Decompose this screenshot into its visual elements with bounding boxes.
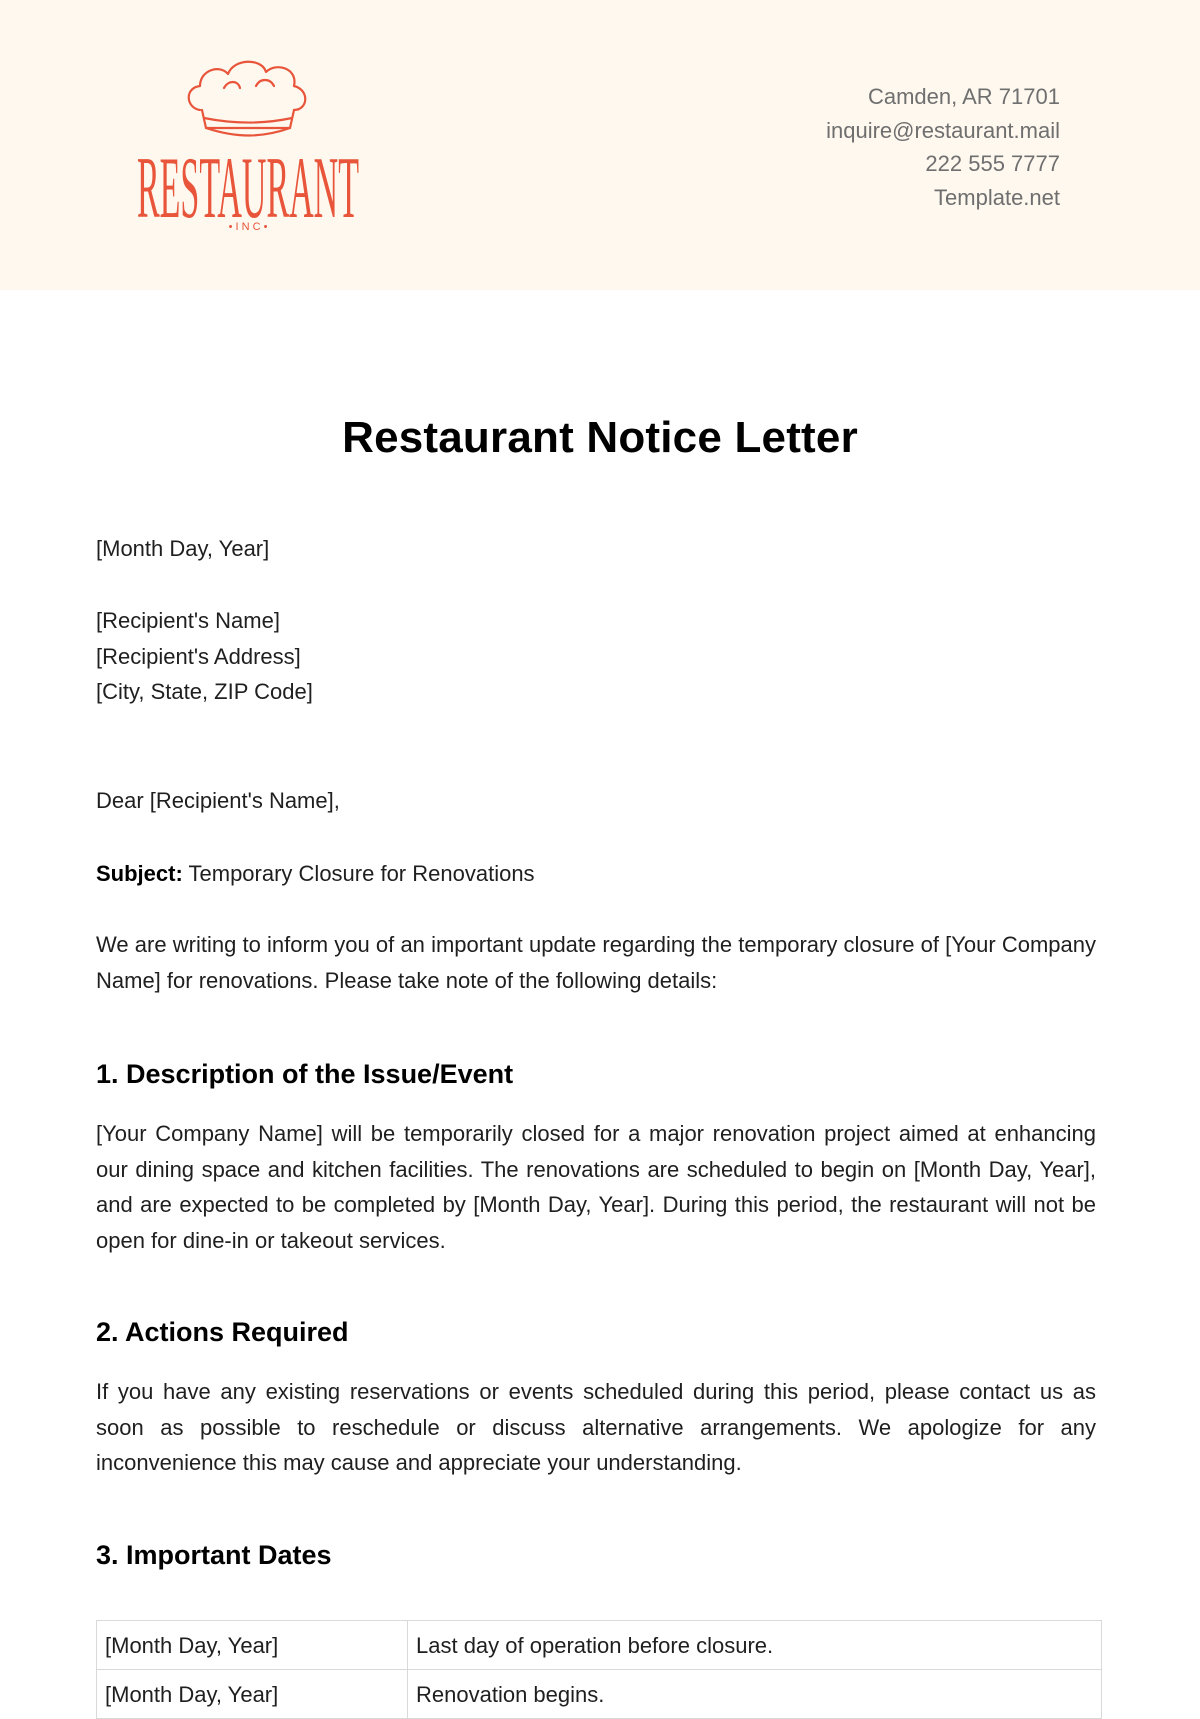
important-dates-table: [96, 1620, 1102, 1719]
salutation: Dear [Recipient's Name],: [96, 788, 340, 813]
intro-paragraph: We are writing to inform you of an important update regarding the temporary closure of [Your Company Name] for renovations. Please take note of the following details:: [96, 932, 1096, 993]
contact-email[interactable]: inquire@restaurant.mail: [826, 117, 1060, 143]
contact-website[interactable]: Template.net: [934, 184, 1060, 210]
recipient-block: [96, 603, 1096, 710]
table-cell-event: Renovation begins.: [408, 1670, 1102, 1719]
logo-tagline: • I N C •: [228, 221, 268, 233]
logo-wordmark: RESTAURANT: [137, 139, 360, 237]
section-2-heading: 2. Actions Required: [96, 1317, 349, 1347]
subject-label: Subject:: [96, 861, 183, 886]
restaurant-logo: [128, 52, 368, 242]
table-cell-date: [Month Day, Year]: [97, 1670, 408, 1719]
section-3-heading: 3. Important Dates: [96, 1540, 332, 1570]
subject-line: [96, 856, 1096, 892]
recipient-address: [Recipient's Address]: [96, 643, 301, 669]
contact-phone[interactable]: 222 555 7777: [925, 151, 1060, 176]
chef-hat-icon: [189, 62, 306, 136]
letterhead: [0, 0, 1200, 290]
subject-text: Temporary Closure for Renovations: [182, 861, 535, 886]
recipient-city-state-zip: [City, State, ZIP Code]: [96, 679, 313, 704]
table-cell-date: [Month Day, Year]: [97, 1621, 408, 1670]
letter-date: [Month Day, Year]: [96, 536, 270, 561]
table-cell-event: Last day of operation before closure.: [408, 1621, 1102, 1670]
table-row: [97, 1670, 1102, 1719]
section-1-body: [Your Company Name] will be temporarily closed for a major renovation project aimed at enhancing our dining space and kitchen facilities. The renovations are scheduled to begin on [Month Day, Year], and are expected to be completed by [Month Day, Year]. During this period, the restaurant will not be open for dine-in or takeout services.: [96, 1121, 1096, 1253]
table-row: [97, 1621, 1102, 1670]
section-2-body: If you have any existing reservations or events scheduled during this period, please contact us as soon as possible to reschedule or discuss alternative arrangements. We apologize for any inconvenience this may cause and appreciate your understanding.: [96, 1379, 1096, 1475]
contact-address: Camden, AR 71701: [867, 84, 1060, 109]
contact-block: [826, 80, 1060, 214]
section-1-heading: 1. Description of the Issue/Event: [96, 1059, 514, 1089]
recipient-name: [Recipient's Name]: [96, 608, 280, 633]
page-title: Restaurant Notice Letter: [342, 413, 858, 462]
